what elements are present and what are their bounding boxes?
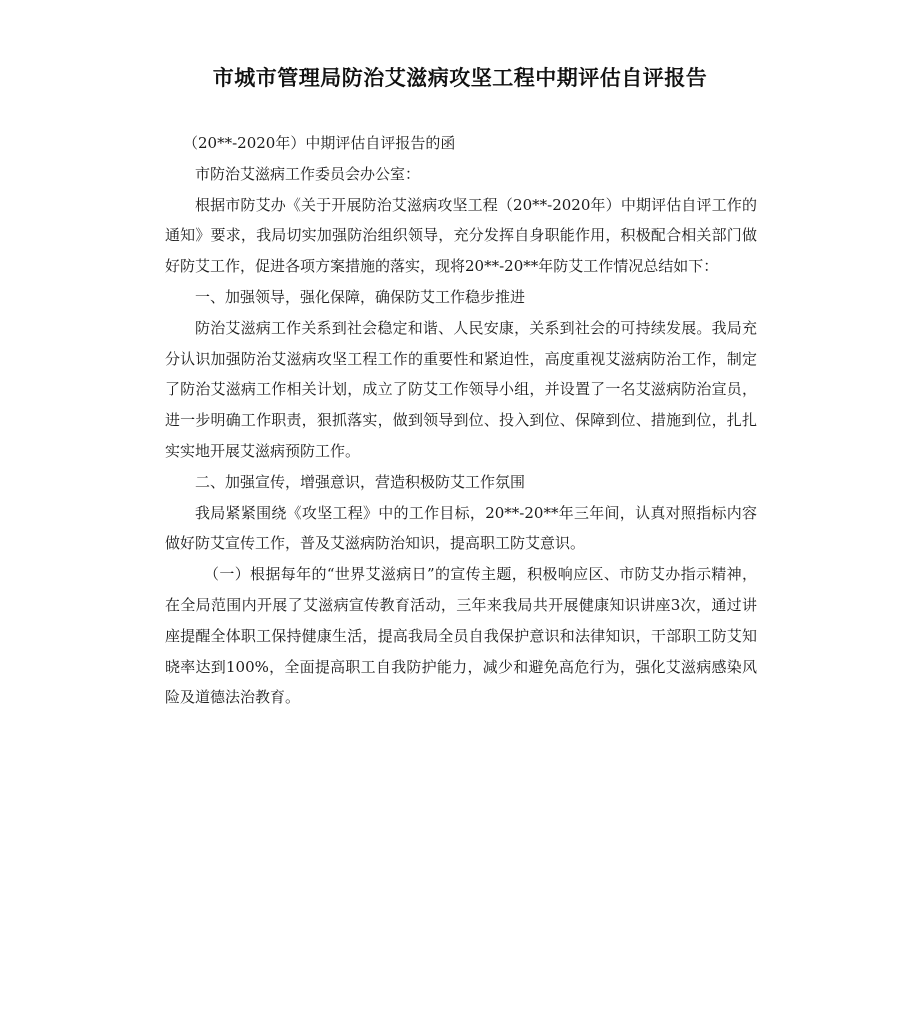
paragraph-letter-subject: （20**-2020年）中期评估自评报告的函: [183, 134, 456, 152]
paragraph-subsection-1: （一）根据每年的“世界艾滋病日”的宣传主题，积极响应区、市防艾办指示精神，在全局范围内开展了艾滋病宣传教育活动，三年来我局共开展健康知识讲座3次，通过讲座提醒全体职工保持健康生活，提高我局全员自我保护意识和法律知识，干部职工防艾知晓率达到100%，全面提高职工自我防护能力，减少和避免高危行为，强化艾滋病感染风险及道德法治教育。: [165, 565, 757, 707]
section-heading-1: 一、加强领导，强化保障，确保防艾工作稳步推进: [195, 287, 526, 306]
paragraph-intro: 根据市防艾办《关于开展防治艾滋病攻坚工程（20**-2020年）中期评估自评工作的通知》要求，我局切实加强防治组织领导，充分发挥自身职能作用，积极配合相关部门做好防艾工作，促进各项方案措施的落实，现将20**-20**年防艾工作情况总结如下：: [165, 195, 757, 276]
document-body: [165, 128, 757, 713]
paragraph-section-2: 我局紧紧围绕《攻坚工程》中的工作目标，20**-20**年三年间，认真对照指标内容做好防艾宣传工作，普及艾滋病防治知识，提高职工防艾意识。: [165, 503, 757, 553]
paragraph-addressee: 市防治艾滋病工作委员会办公室：: [195, 164, 421, 183]
document-title: 市城市管理局防治艾滋病攻坚工程中期评估自评报告: [212, 66, 708, 90]
paragraph-section-1: 防治艾滋病工作关系到社会稳定和谐、人民安康，关系到社会的可持续发展。我局充分认识加强防治艾滋病攻坚工程工作的重要性和紧迫性，高度重视艾滋病防治工作，制定了防治艾滋病工作相关计划，成立了防艾工作领导小组，并设置了一名艾滋病防治宣员，进一步明确工作职责，狠抓落实，做到领导到位、投入到位、保障到位、措施到位，扎扎实实地开展艾滋病预防工作。: [165, 318, 757, 460]
section-heading-2: 二、加强宣传，增强意识，营造积极防艾工作氛围: [195, 472, 526, 491]
